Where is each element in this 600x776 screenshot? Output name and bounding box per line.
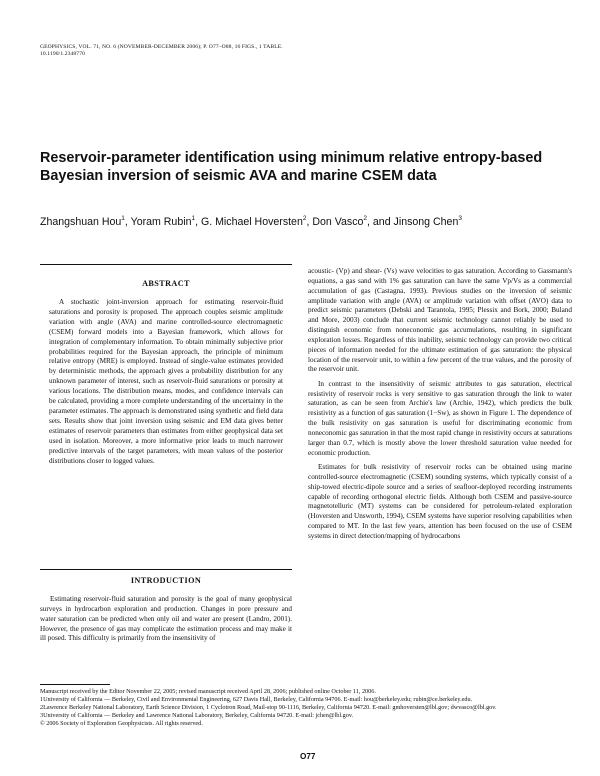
footnote-rule [40, 684, 110, 685]
body-paragraph: In contrast to the insensitivity of seismic attributes to gas saturation, electrical resistivity of reservoir rocks is very sensitive to gas saturation through the link to water saturation, as can be seen from Archie's law (Archie, 1942), which predicts the bulk resistivity as a function of gas saturation (1−Sw), as shown in Figure 1. The dependence of the bulk resistivity on gas saturation is useful for discriminating economic from noneconomic gas saturation in that the most rapid change in resistivity occurs at saturations larger than 0.7, which is mostly above the lower threshold saturation value needed for economic production. [308, 379, 572, 457]
body-paragraph: Estimates for bulk resistivity of reservoir rocks can be obtained using marine controlled-source electromagnetic (CSEM) sounding systems, which typically consist of a ship-towed electric-dipole source and a series of seafloor-deployed recording instruments capable of recording orthogonal electric fields. Although both CSEM and passive-source magnetotelluric (MT) systems can be considered for petroleum-related exploration (Hoversten and Unsworth, 1994), CSEM systems have superior resolving capabilities when compared to MT. In the last few years, attention has been focused on the use of CSEM systems in direct detection/mapping of hydrocarbons [308, 463, 572, 540]
introduction-section [40, 574, 292, 644]
paper-title: Reservoir-parameter identification using minimum relative entropy-based Bayesian inversion of seismic AVA and marine CSEM data [40, 150, 543, 184]
author: Jinsong Chen$^3$ [393, 215, 462, 228]
footnote-received: Manuscript received by the Editor November 22, 2005; revised manuscript received April 28, 2006; published online October 11, 2006. [40, 688, 376, 695]
author: Zhangshuan Hou$^1$ [40, 215, 125, 228]
doi: 10.1190/1.2348770 [40, 51, 85, 58]
footnote-affiliation-2: 2Lawrence Berkeley National Laboratory, Earth Science Division, 1 Cyclotron Road, Mail-stop 90-1116, Berkeley, California 94720. E-mail: gmhoversten@lbl.gov; dwvasco@lbl.gov. [40, 703, 497, 711]
abstract-text: A stochastic joint-inversion approach for estimating reservoir-fluid saturations and porosity is proposed. The approach couples seismic amplitude variation with angle (AVA) and marine controlled-source electromagnetic (CSEM) forward models into a Bayesian framework, which allows for integration of complementary information. To obtain minimally subjective prior probabilities required for the Bayesian approach, the principle of minimum relative entropy (MRE) is employed. Instead of single-value estimates provided by deterministic methods, the approach gives a probability distribution for any unknown parameter of interest, such as reservoir-fluid saturations or porosity at various locations. The distribution means, modes, and confidence intervals can be calculated, providing a more complete understanding of the uncertainty in the parameter estimates. The approach is demonstrated using synthetic and field data sets. Results show that joint inversion using seismic and EM data gives better estimates of reservoir parameters than estimates from either geophysical data set used in isolation. Moreover, a more informative prior leads to much narrower predictive intervals of the target parameters, with mean values of the posterior distributions closer to logged values. [49, 298, 283, 465]
abstract-heading: ABSTRACT [142, 279, 190, 288]
author: Don Vasco$^2$ [312, 215, 368, 228]
author-list: Zhangshuan Hou$^1$, Yoram Rubin$^1$, G. Michael Hoversten$^2$, Don Vasco$^2$, and Jinsong Chen$^3$ [40, 215, 462, 228]
running-header [40, 44, 340, 58]
footnote-affiliation-1: 1University of California — Berkeley, Civil and Environmental Engineering, 627 Davis Hall, Berkeley, California 94706. E-mail: hou@berkeley.edu; rubin@ce.berkeley.edu. [40, 695, 473, 703]
page-number: O77 [300, 752, 316, 761]
journal-line: GEOPHYSICS, VOL. 71, NO. 6 (NOVEMBER-DECEMBER 2006); P. O77–O88, 16 FIGS., 1 TABLE. [40, 44, 283, 50]
introduction-text: Estimating reservoir-fluid saturation and porosity is the goal of many geophysical surveys in hydrocarbon exploration and production. Changes in pore pressure and water saturation can be predicted when only oil and water are present (Landro, 2001). However, the presence of gas may complicate the estimation process and may make it ill posed. This difficulty is primarily from the insensitivity of [40, 595, 292, 643]
author: Yoram Rubin$^1$ [130, 215, 196, 228]
author: G. Michael Hoversten$^2$ [200, 215, 307, 228]
footnotes [40, 688, 572, 728]
copyright: © 2006 Society of Exploration Geophysicists. All rights reserved. [40, 719, 203, 727]
footnote-affiliation-3: 3University of California — Berkeley and Lawrence National Laboratory, Berkeley, California 94720. E-mail: jchen@lbl.gov. [40, 711, 354, 719]
body-paragraph: acoustic- (Vp) and shear- (Vs) wave velocities to gas saturation. According to Gassmann's equations, a gas sand with 1% gas saturation can have the same Vp/Vs as a commercial accumulation of gas (Castagna, 1993). Previous studies on the inversion of seismic amplitude variation with angle (AVA) or amplitude variation with offset (AVO) data to predict seismic parameters (Debski and Tarantola, 1995; Plessix and Bork, 2000; Buland and More, 2003) conclude that current seismic technology cannot reliably be used to distinguish economic from noneconomic gas accumulations, resulting in significant exploration losses. Regardless of this inability, seismic technology can provide two critical pieces of information needed for the ultimate estimation of gas saturation: the physical location of the reservoir unit, to within a few percent of the true values, and the porosity of the reservoir unit. [308, 267, 572, 374]
abstract-box [40, 264, 292, 570]
right-column [308, 267, 572, 546]
introduction-heading: INTRODUCTION [130, 576, 202, 585]
